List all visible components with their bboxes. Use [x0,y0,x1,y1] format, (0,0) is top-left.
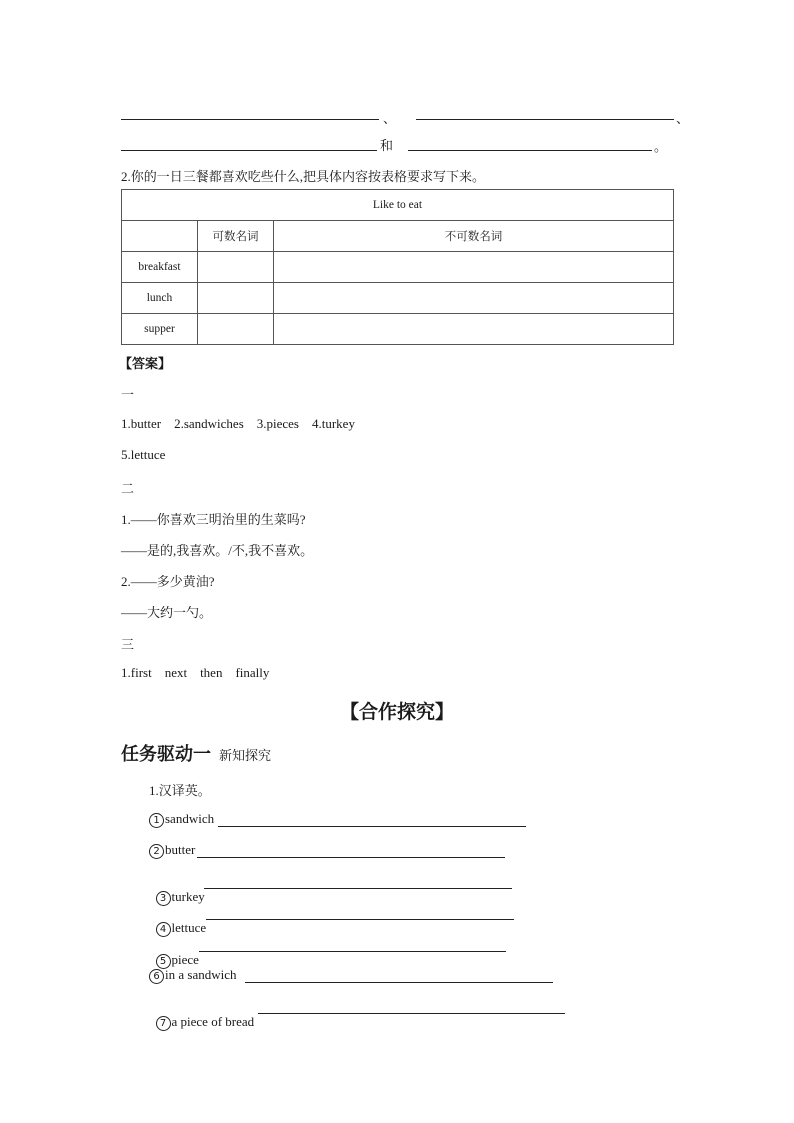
table-title: Like to eat [122,190,674,221]
answer-part-3-label: 三 [121,637,135,652]
number-circle: 4 [156,922,171,937]
blank-line-4[interactable] [408,150,652,151]
table-row [122,283,674,314]
answer-blank[interactable] [258,1013,565,1014]
answer-blank[interactable] [218,826,526,827]
answer-blank[interactable] [199,951,506,952]
task-instruction: 1.汉译英。 [149,783,211,798]
task-heading [121,740,271,766]
number-circle: 7 [156,1016,171,1031]
table-row [122,314,674,345]
blank-line-2[interactable] [416,119,674,120]
item-text: butter [165,842,196,857]
uncountable-cell[interactable] [274,314,674,345]
answer-part-3-line-1: 1.first next then finally [121,665,270,680]
answer-part-1-label: 一 [121,387,135,402]
countable-cell[interactable] [198,314,274,345]
header-uncountable: 不可数名词 [274,221,674,252]
item-text: piece [171,952,203,967]
separator-1: 、 [383,111,397,126]
answer-blank[interactable] [206,919,514,920]
period-text: 。 [654,139,668,154]
item-text: sandwich [165,811,215,826]
countable-cell[interactable] [198,283,274,314]
item-text: turkey [171,889,208,904]
number-circle: 5 [156,954,171,969]
answer-part-2-q1: 1.——你喜欢三明治里的生菜吗? [121,512,306,527]
item-text: in a sandwich [165,967,237,982]
answer-part-1-line-2: 5.lettuce [121,447,166,462]
answer-blank[interactable] [245,982,553,983]
row-label: supper [122,314,198,345]
and-text: 和 [380,138,394,153]
translation-item [149,811,214,828]
number-circle: 3 [156,891,171,906]
task-title: 任务驱动一 [121,744,211,765]
countable-cell[interactable] [198,252,274,283]
item-text: lettuce [171,920,210,935]
question-2: 2.你的一日三餐都喜欢吃些什么,把具体内容按表格要求写下来。 [121,169,486,184]
answer-blank[interactable] [197,857,505,858]
answer-blank[interactable] [204,888,512,889]
answer-part-2-label: 二 [121,481,135,496]
number-circle: 2 [149,844,164,859]
row-label: lunch [122,283,198,314]
translation-item [149,936,202,969]
section-title: 【合作探究】 [339,701,454,723]
answer-part-1-line-1: 1.butter 2.sandwiches 3.pieces 4.turkey [121,416,355,431]
answer-part-2-q2: 2.——多少黄油? [121,574,215,589]
header-countable: 可数名词 [198,221,274,252]
table-header-row [122,221,674,252]
number-circle: 1 [149,813,164,828]
translation-item [149,873,208,906]
translation-item [149,998,257,1031]
uncountable-cell[interactable] [274,252,674,283]
header-empty-cell [122,221,198,252]
answer-heading: 【答案】 [119,356,172,371]
translation-item [149,967,236,984]
number-circle: 6 [149,969,164,984]
table-row [122,252,674,283]
table-title-row [122,190,674,221]
meal-table [121,189,674,345]
answer-part-2-a2: ——大约一勺。 [121,605,213,620]
uncountable-cell[interactable] [274,283,674,314]
row-label: breakfast [122,252,198,283]
translation-item [149,842,195,859]
task-subtitle: 新知探究 [219,749,272,764]
answer-part-2-a1: ——是的,我喜欢。/不,我不喜欢。 [121,543,314,558]
translation-item [149,904,209,937]
separator-2: 、 [676,111,690,126]
blank-line-3[interactable] [121,150,377,151]
blank-line-1[interactable] [121,119,379,120]
item-text: a piece of bread [171,1014,258,1029]
